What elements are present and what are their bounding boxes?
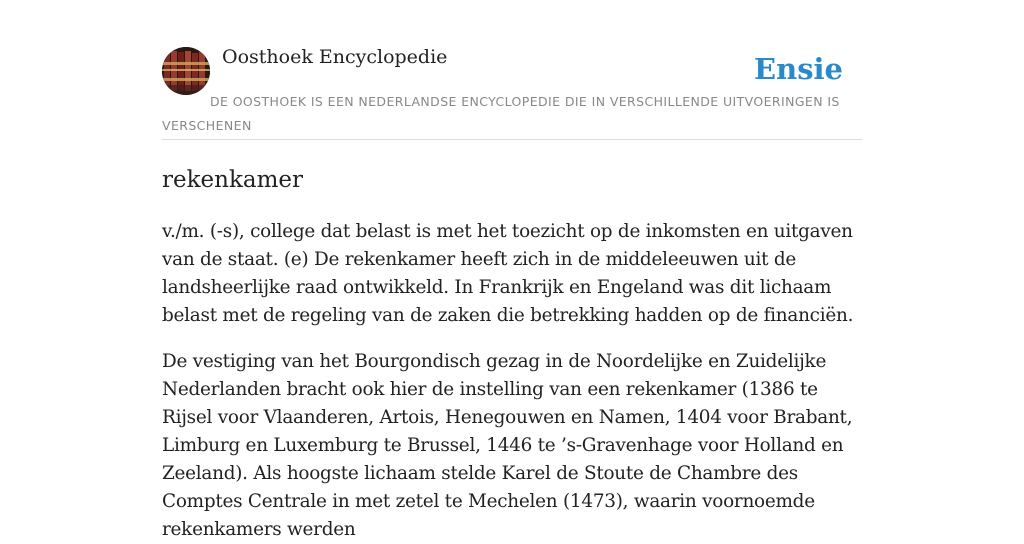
article [162, 164, 862, 544]
article-paragraph: De vestiging van het Bourgondisch gezag in de Noordelijke en Zuidelijke Nederlanden bracht ook hier de instelling van een rekenkamer (1386 te Rijsel voor Vlaanderen, Artois, Henegouwen en Namen, 1404 voor Brabant, Limburg en Luxemburg te Brussel, 1446 te ’s-Gravenhage voor Holland en Zeeland). Als hoogste lichaam stelde Karel de Stoute de Chambre des Comptes Centrale in met zetel te Mechelen (1473), waarin voornoemde rekenkamers werden [162, 351, 853, 540]
entry-title: rekenkamer [162, 167, 304, 193]
site-tagline: DE OOSTHOEK IS EEN NEDERLANDSE ENCYCLOPEDIE DIE IN VERSCHILLENDE UITVOERINGEN IS VERSCHENEN [162, 94, 840, 133]
article-paragraph: v./m. (-s), college dat belast is met het toezicht op de inkomsten en uitgaven van de staat. (e) De rekenkamer heeft zich in de middeleeuwen uit de landsheerlijke raad ontwikkeld. In Frankrijk en Engeland was dit lichaam belast met de regeling van de zaken die betrekking hadden op de financiën. [162, 221, 854, 326]
site-avatar[interactable] [162, 47, 210, 95]
site-title-link[interactable]: Oosthoek Encyclopedie [222, 46, 448, 68]
encyclopedia-books-icon [162, 47, 210, 95]
ensie-logo-link[interactable]: Ensie [754, 52, 843, 86]
page [162, 0, 862, 544]
site-header [162, 0, 862, 140]
